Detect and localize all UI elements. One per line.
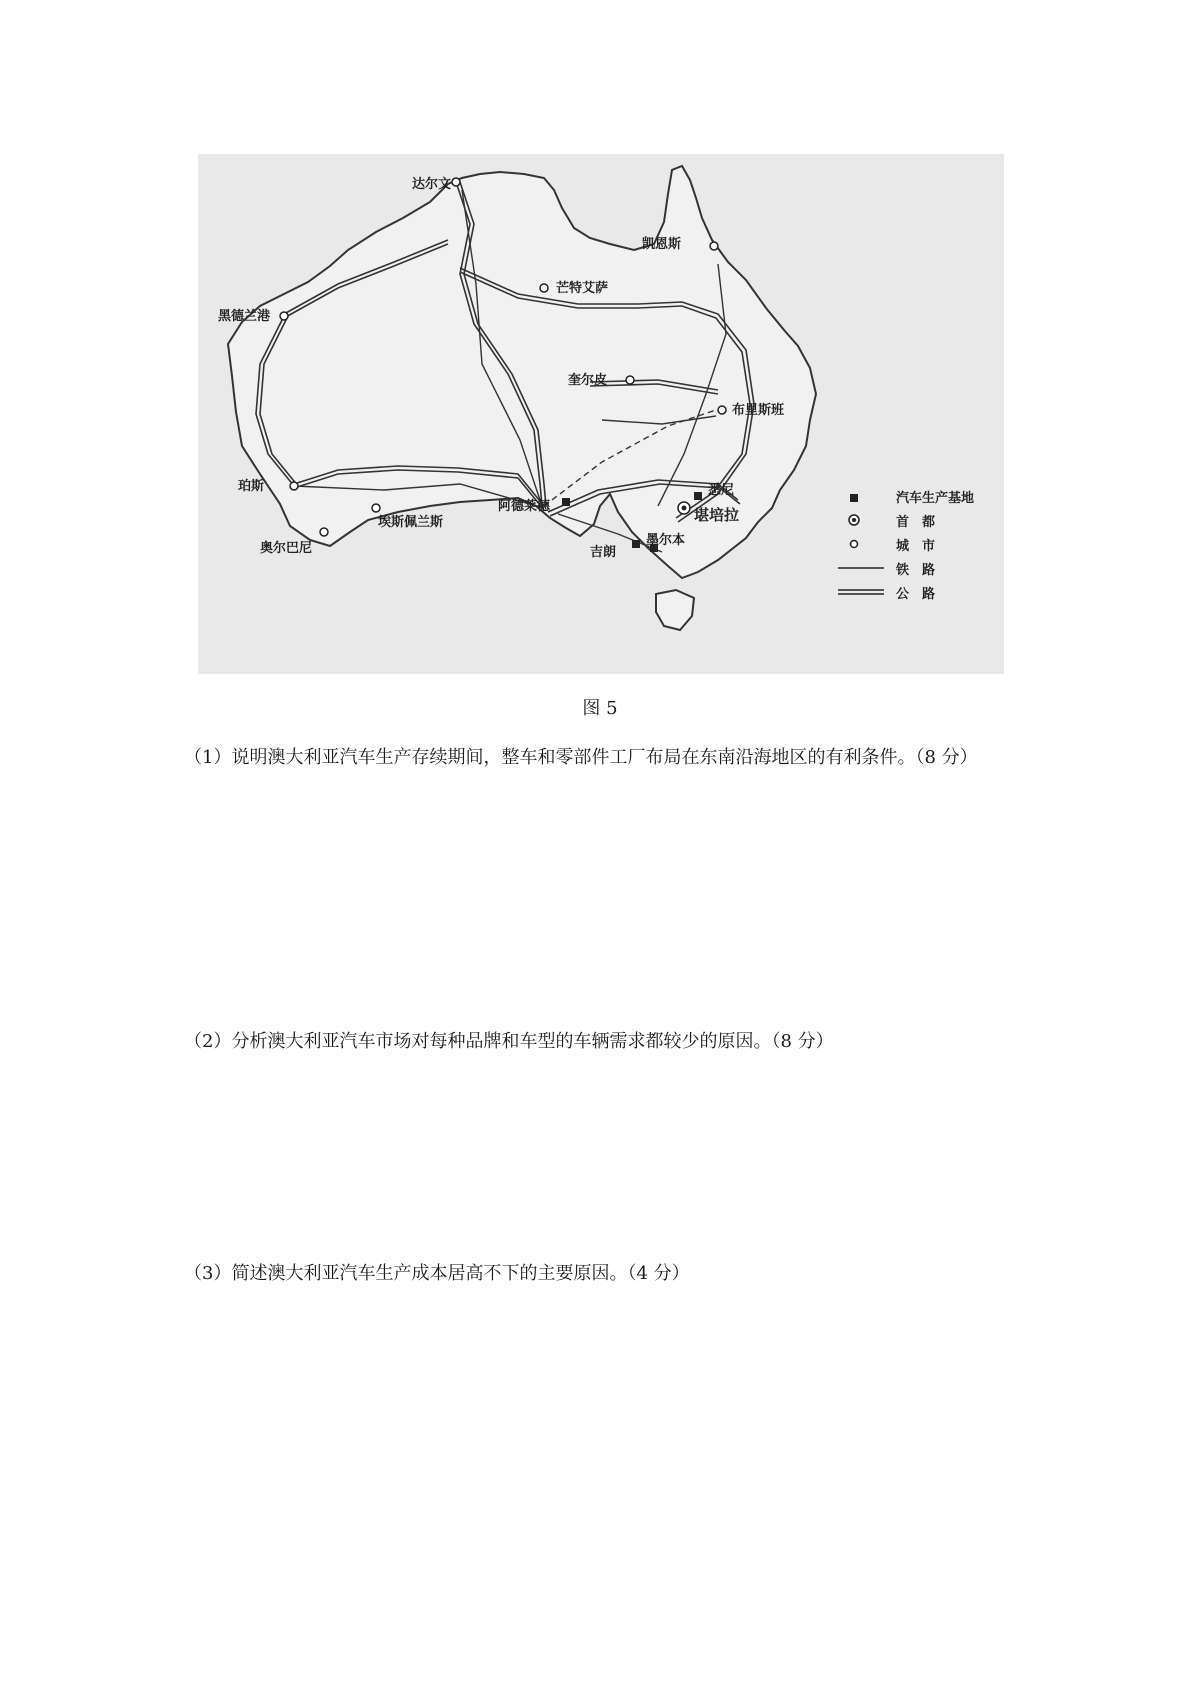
legend-capital: 首 都 <box>896 515 936 530</box>
city-label-darwin: 达尔文 <box>412 177 452 192</box>
city-label-mount-isa: 芒特艾萨 <box>556 281 609 296</box>
legend-car-base: 汽车生产基地 <box>896 491 975 506</box>
question-3: （3）简述澳大利亚汽车生产成本居高不下的主要原因。（4 分） <box>184 1263 690 1284</box>
city-label-esperance: 埃斯佩兰斯 <box>378 515 444 530</box>
question-2: （2）分析澳大利亚汽车市场对每种品牌和车型的车辆需求都较少的原因。（8 分） <box>184 1031 834 1052</box>
city-label-melbourne: 墨尔本 <box>646 533 686 548</box>
australia-transport-map <box>198 154 1004 674</box>
city-label-canberra: 堪培拉 <box>694 506 740 524</box>
legend-railway: 铁 路 <box>896 563 936 578</box>
city-label-charleville: 奎尔皮 <box>568 373 608 388</box>
city-label-port-hedland: 黑德兰港 <box>218 309 271 324</box>
question-1: （1）说明澳大利亚汽车生产存续期间，整车和零部件工厂布局在东南沿海地区的有利条件。（8 分） <box>184 747 978 768</box>
city-label-geelong: 吉朗 <box>590 545 617 560</box>
city-label-perth: 珀斯 <box>238 479 265 494</box>
map-svg <box>198 154 1004 674</box>
figure-caption: 图 5 <box>582 698 618 719</box>
city-label-sydney: 悉尼 <box>708 483 735 498</box>
legend-city: 城 市 <box>896 539 936 554</box>
city-label-adelaide: 阿德莱德 <box>498 499 551 514</box>
city-label-brisbane: 布里斯班 <box>732 403 785 418</box>
city-label-cairns: 凯恩斯 <box>642 237 682 252</box>
city-label-albany: 奥尔巴尼 <box>260 541 313 556</box>
legend-road: 公 路 <box>896 587 936 602</box>
